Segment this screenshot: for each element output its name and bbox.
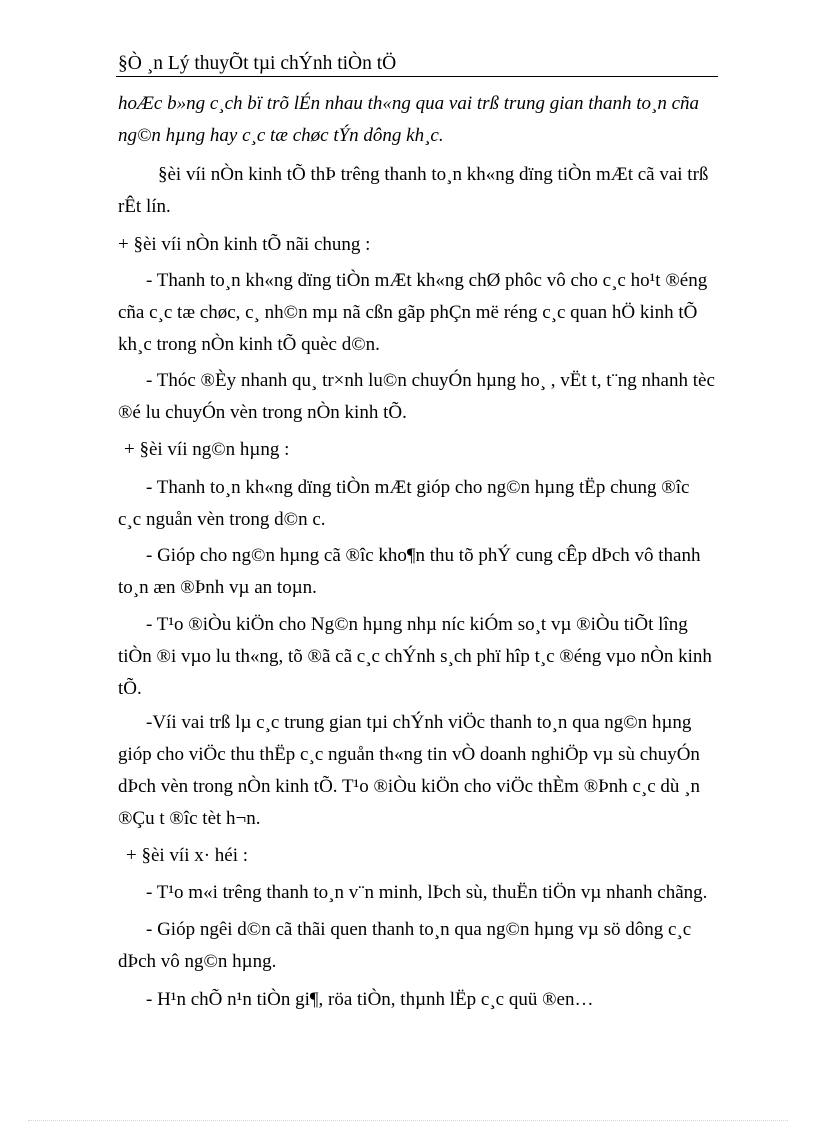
section-heading: + §èi víi ng©n hµng : xyxy=(124,439,290,460)
paragraph-line: - Thóc ®Èy nhanh qu¸ tr×nh lu©n chuyÓn hµng ho¸ , vËt t, t¨ng nhanh tèc xyxy=(146,370,715,391)
paragraph-line: kh¸c trong nÒn kinh tÕ quèc d©n. xyxy=(118,334,380,355)
paragraph-line: ®Çu t ®îc tèt h¬n. xyxy=(118,808,261,829)
paragraph-line: dÞch vô ng©n hµng. xyxy=(118,951,277,972)
paragraph-line: - Thanh to¸n kh«ng dïng tiÒn mÆt kh«ng chØ phôc vô cho c¸c ho¹t ®éng xyxy=(146,270,708,291)
paragraph-line: to¸n æn ®Þnh vµ an toµn. xyxy=(118,577,317,598)
paragraph-line: -Víi vai trß lµ c¸c trung gian tµi chÝnh viÖc thanh to¸n qua ng©n hµng xyxy=(146,712,692,733)
page-bottom-border xyxy=(28,1120,788,1121)
paragraph-line: ®é lu chuyÓn vèn trong nÒn kinh tÕ. xyxy=(118,402,407,423)
paragraph-line: - H¹n chÕ n¹n tiÒn gi¶, röa tiÒn, thµnh lËp c¸c quü ®en… xyxy=(146,989,594,1010)
paragraph-line: gióp cho viÖc thu thËp c¸c nguån th«ng tin vÒ doanh nghiÖp vµ sù chuyÓn xyxy=(118,744,700,765)
paragraph-line: - Thanh to¸n kh«ng dïng tiÒn mÆt gióp cho ng©n hµng tËp chung ®îc xyxy=(146,477,690,498)
section-heading: + §èi víi x· héi : xyxy=(126,845,249,866)
header-rule xyxy=(116,76,718,77)
paragraph-line: tÕ. xyxy=(118,678,142,699)
paragraph-line: - T¹o ®iÒu kiÖn cho Ng©n hµng nhµ níc kiÓm so¸t vµ ®iÒu tiÕt lîng xyxy=(146,614,688,635)
paragraph-line: tiÒn ®i vµo lu th«ng, tõ ®ã cã c¸c chÝnh s¸ch phï hîp t¸c ®éng vµo nÒn kinh xyxy=(118,646,712,667)
paragraph-line: rÊt lín. xyxy=(118,196,171,217)
paragraph-line: - T¹o m«i trêng thanh to¸n v¨n minh, lÞch sù, thuËn tiÖn vµ nhanh chãng. xyxy=(146,882,708,903)
paragraph-line: - Gióp ngêi d©n cã thãi quen thanh to¸n qua ng©n hµng vµ sö dông c¸c xyxy=(146,919,692,940)
paragraph-line: cña c¸c tæ chøc, c¸ nh©n mµ nã cßn gãp phÇn më réng c¸c quan hÖ kinh tÕ xyxy=(118,302,698,323)
paragraph-line: ng©n hµng hay c¸c tæ chøc tÝn dông kh¸c. xyxy=(118,125,444,146)
paragraph-line: - Gióp cho ng©n hµng cã ®îc kho¶n thu tõ phÝ cung cÊp dÞch vô thanh xyxy=(146,545,701,566)
paragraph-line: dÞch vèn trong nÒn kinh tÕ. T¹o ®iÒu kiÖn cho viÖc thÈm ®Þnh c¸c dù ¸n xyxy=(118,776,700,797)
paragraph-line: §èi víi nÒn kinh tÕ thÞ trêng thanh to¸n kh«ng dïng tiÒn mÆt cã vai trß xyxy=(158,164,709,185)
paragraph-line: c¸c nguån vèn trong d©n c. xyxy=(118,509,326,530)
page-header-title: §Ò ¸n Lý thuyÕt tµi chÝnh tiÒn tÖ xyxy=(118,53,397,74)
section-heading: + §èi víi nÒn kinh tÕ nãi chung : xyxy=(118,234,371,255)
paragraph-line: hoÆc b»ng c¸ch bï trõ lÉn nhau th«ng qua vai trß trung gian thanh to¸n cña xyxy=(118,93,700,114)
